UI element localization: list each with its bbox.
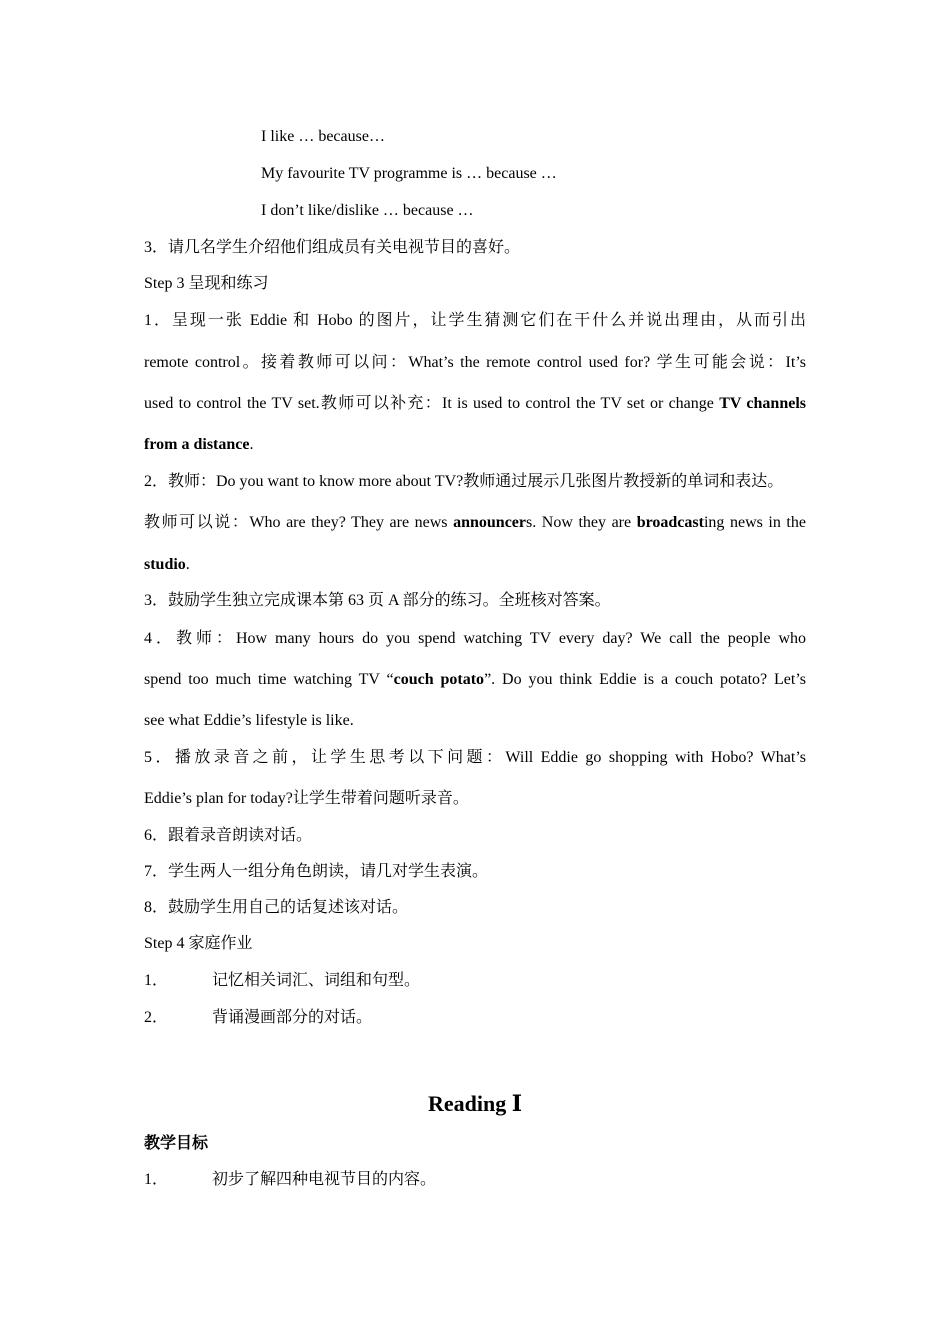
phrase-line: I like … because… [261,128,385,145]
goals-title: 教学目标 [144,1135,209,1152]
text-span: . [249,436,254,453]
text-span: used to control the TV set.教师可以补充：It is used to control the TV set or change [144,395,720,412]
step3-item-2-line1: 2．教师：Do you want to know more about TV?教师通过展示几张图片教授新的单词和表达。 [144,473,784,490]
text-span: . [185,556,190,573]
step3-item-1-line2: remote control。接着教师可以问：What’s the remote control used for? 学生可能会说：It’s [144,354,806,371]
text-span: 教师可以说：Who are they? They are news [144,514,454,531]
step3-item-1-line3 [144,393,806,415]
homework-item [144,1007,372,1029]
step3-item-3: 3．鼓励学生独立完成课本第 63 页 A 部分的练习。全班核对答案。 [144,592,611,609]
step4-title: Step 4 家庭作业 [144,935,253,952]
step3-title: Step 3 呈现和练习 [144,275,269,292]
bold-term: studio [144,556,186,573]
bold-term: broadcast [636,514,704,531]
bold-term: couch potato [393,671,485,688]
item-text: 背诵漫画部分的对话。 [212,1009,373,1026]
step3-item-5-line1: 5．播放录音之前，让学生思考以下问题：Will Eddie go shopping with Hobo? What’s [144,749,806,766]
homework-item [144,970,420,992]
step3-item-6: 6．跟着录音朗读对话。 [144,827,313,844]
step3-item-4-line3: see what Eddie’s lifestyle is like. [144,712,354,729]
section-heading: Reading Ⅰ [427,1091,523,1116]
step3-item-1-line4 [144,434,253,456]
step3-item-8: 8．鼓励学生用自己的话复述该对话。 [144,899,409,916]
bold-term: announcer [453,514,526,531]
phrase-line: I don’t like/dislike … because … [261,202,474,219]
item-number: 1． [144,972,169,989]
step3-item-2-line3 [144,554,190,576]
item-text: 记忆相关词汇、词组和句型。 [212,972,421,989]
step2-item-3: 3．请几名学生介绍他们组成员有关电视节目的喜好。 [144,239,521,256]
step3-item-5-line2: Eddie’s plan for today?让学生带着问题听录音。 [144,790,469,807]
text-span: s. Now they are [526,514,637,531]
item-number: 2． [144,1009,169,1026]
phrase-line: My favourite TV programme is … because … [261,165,557,182]
bold-term: from a distance [144,436,250,453]
text-span: spend too much time watching TV “ [144,671,394,688]
item-text: 初步了解四种电视节目的内容。 [212,1171,437,1188]
step3-item-7: 7．学生两人一组分角色朗读，请几对学生表演。 [144,863,489,880]
text-span: ”. Do you think Eddie is a couch potato? Let’s [484,671,806,688]
step3-item-4-line1: 4．教师：How many hours do you spend watching TV every day? We call the people who [144,630,806,647]
step3-item-2-line2 [144,512,806,534]
text-span: ing news in the [703,514,806,531]
step3-item-1-line1: 1．呈现一张 Eddie 和 Hobo 的图片，让学生猜测它们在干什么并说出理由，从而引出 [144,312,806,329]
step3-item-4-line2 [144,669,806,691]
item-number: 1． [144,1171,169,1188]
bold-term: TV channels [719,395,806,412]
goal-item [144,1169,436,1191]
